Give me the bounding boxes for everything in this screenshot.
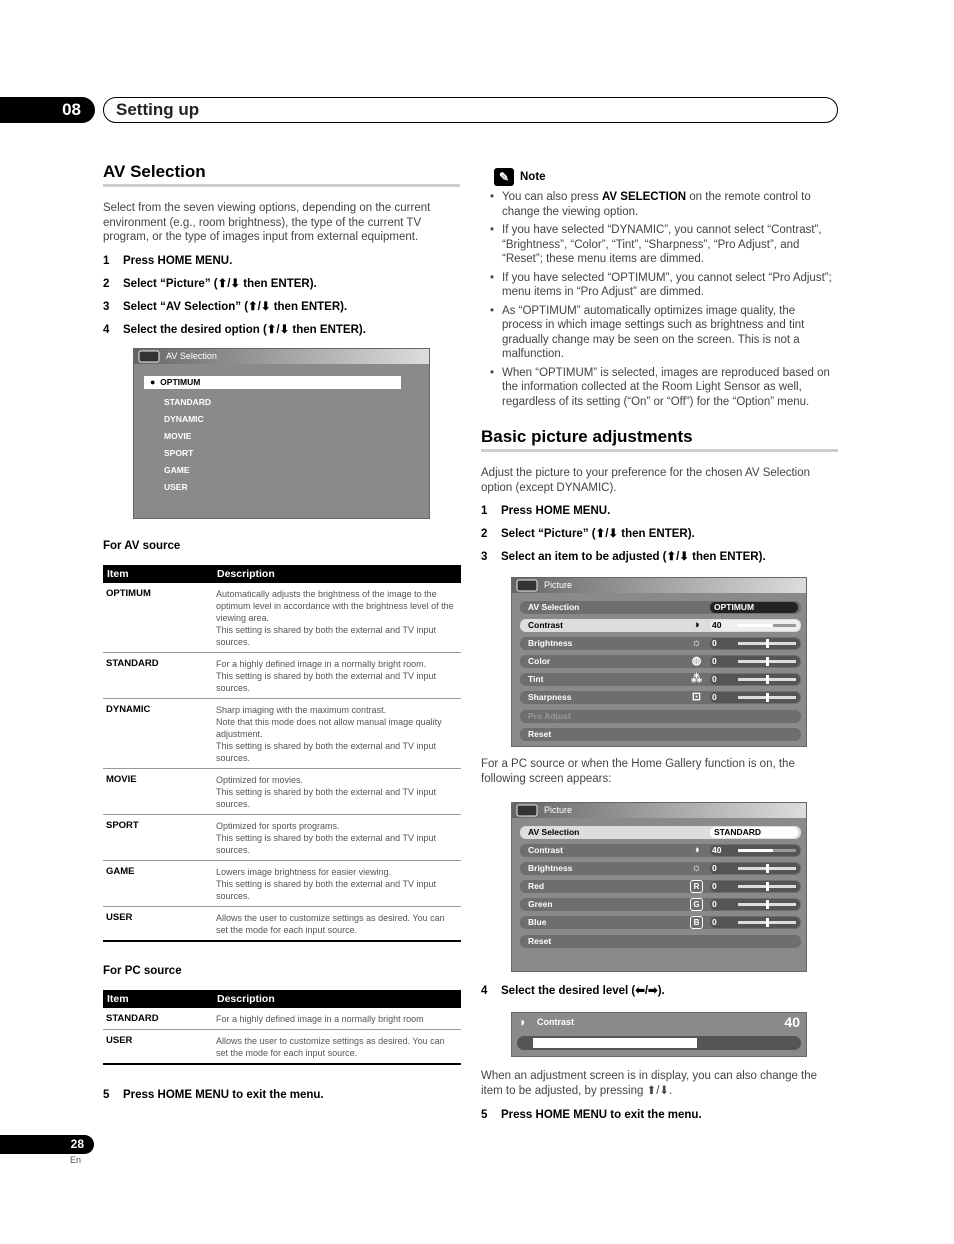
av-source-table xyxy=(103,565,461,942)
adjustment-slider[interactable] xyxy=(517,1036,801,1050)
av-value: STANDARD xyxy=(710,827,798,838)
list-item: • As “OPTIMUM” automatically optimizes image quality, the process in which image settings such as brightness and tint gradually change may be seen on the screen. This is not a malfunction. xyxy=(482,304,838,362)
tv-icon xyxy=(516,804,538,817)
screen-title-bar: Picture xyxy=(512,803,806,818)
step-5-left: 5 Press HOME MENU to exit the menu. xyxy=(103,1089,324,1101)
blue-icon: B xyxy=(690,916,703,929)
av-selection-section xyxy=(103,162,460,337)
table-row: USER Allows the user to customize settings as desired. You can set the mode for each input source. xyxy=(103,1030,461,1065)
picture-screen-av xyxy=(511,577,807,747)
section-title: Basic picture adjustments xyxy=(481,427,838,452)
list-item: • You can also press AV SELECTION on the remote control to change the viewing option. xyxy=(482,190,838,219)
table-row: STANDARD For a highly defined image in a normally bright room xyxy=(103,1008,461,1030)
red-icon: R xyxy=(690,880,703,893)
language-label: En xyxy=(70,1155,82,1165)
pc-source-table-wrap xyxy=(103,990,461,1065)
note-heading: ✎ Note xyxy=(494,168,838,186)
menu-pro-adjust: Pro Adjust xyxy=(520,710,801,723)
adjustment-value: 40 xyxy=(784,1014,800,1030)
tint-icon: ⁂ xyxy=(691,673,702,685)
av-value: OPTIMUM xyxy=(710,602,798,613)
menu-av-selection[interactable]: AV Selection STANDARD xyxy=(520,826,801,839)
list-item: • When “OPTIMUM” is selected, images are reproduced based on the information collected at the Room Light Sensor as well, regardless of its setting (“On” or “Off”) for the “Option” menu. xyxy=(482,366,838,410)
menu-brightness[interactable]: Brightness ☼ 0 xyxy=(520,637,801,650)
intro-text: Select from the seven viewing options, depending on the current environment (e.g., room brightness), the type of the current TV program, or the type of images input from external equipment. xyxy=(103,202,431,243)
av-source-table-wrap xyxy=(103,565,461,942)
table-row: MOVIE Optimized for movies. This setting is shared by both the external and TV input sources. xyxy=(103,769,461,815)
option-selected[interactable]: ● OPTIMUM xyxy=(144,376,401,389)
step-list xyxy=(103,254,460,337)
option-dynamic[interactable]: DYNAMIC xyxy=(164,414,204,424)
note-list-wrap xyxy=(482,190,838,413)
av-selection-screen xyxy=(133,348,430,519)
table-row: OPTIMUM Automatically adjusts the brightness of the image to the optimum level in accordance with the brightness level of the viewing area. This setting is shared by both the external and TV input sources. xyxy=(103,583,461,653)
note-section xyxy=(494,168,838,186)
col-item: Item xyxy=(103,565,213,583)
step-4-right: 4 Select the desired level (⬅/➡). xyxy=(481,985,665,997)
adjustment-text: When an adjustment screen is in display, you can also change the item to be adjusted, by pressing ⬆/⬇. xyxy=(481,1070,818,1097)
table-row: GAME Lowers image brightness for easier viewing. This setting is shared by both the external and TV input sources. xyxy=(103,861,461,907)
menu-av-selection[interactable]: AV Selection OPTIMUM xyxy=(520,601,801,614)
step-2: 2 Select “Picture” (⬆/⬇ then ENTER). xyxy=(481,528,695,540)
step-5-right: 5 Press HOME MENU to exit the menu. xyxy=(481,1109,702,1121)
option-movie[interactable]: MOVIE xyxy=(164,431,192,441)
option-game[interactable]: GAME xyxy=(164,465,190,475)
option-standard[interactable]: STANDARD xyxy=(164,397,212,407)
pc-source-intro: For a PC source or when the Home Gallery function is on, the following screen appears: xyxy=(481,758,795,785)
table-row: SPORT Optimized for sports programs. This setting is shared by both the external and TV input sources. xyxy=(103,815,461,861)
options-list xyxy=(144,394,429,496)
brightness-icon: ☼ xyxy=(691,637,702,649)
menu-contrast[interactable]: Contrast ◑ 40 xyxy=(520,844,801,857)
list-item: • If you have selected “DYNAMIC”, you cannot select “Contrast”, “Brightness”, “Color”, “Tint”, “Sharpness”, “Pro Adjust”, and “Reset”; these menu items are dimmed. xyxy=(482,223,838,267)
menu-brightness[interactable]: Brightness ☼ 0 xyxy=(520,862,801,875)
note-list xyxy=(482,190,838,409)
col-description: Description xyxy=(213,565,461,583)
step-3: 3 Select “AV Selection” (⬆/⬇ then ENTER). xyxy=(103,300,348,313)
chapter-number: 08 xyxy=(0,97,95,123)
pc-source-heading: For PC source xyxy=(103,965,182,977)
step-4: 4 Select the desired option (⬆/⬇ then ENTER). xyxy=(103,323,366,336)
tv-icon xyxy=(138,350,160,363)
contrast-icon: ◑ xyxy=(693,619,700,631)
sharpness-icon: ⊡ xyxy=(691,691,702,703)
pc-source-table xyxy=(103,990,461,1065)
col-item: Item xyxy=(103,990,213,1008)
page-number: 28 xyxy=(0,1135,94,1154)
option-user[interactable]: USER xyxy=(164,482,188,492)
green-icon: G xyxy=(690,898,703,911)
note-pencil-icon: ✎ xyxy=(494,168,514,186)
table-row: DYNAMIC Sharp imaging with the maximum contrast. Note that this mode does not allow manual image quality adjustment. This setting is shared by both the external and TV input sources. xyxy=(103,699,461,769)
section-title: AV Selection xyxy=(103,162,460,187)
option-sport[interactable]: SPORT xyxy=(164,448,194,458)
step-list xyxy=(481,504,838,564)
screen-title-bar xyxy=(134,349,429,364)
list-item: • If you have selected “OPTIMUM”, you cannot select “Pro Adjust”; menu items in “Pro Adjust” are dimmed. xyxy=(482,271,838,300)
menu-sharpness[interactable]: Sharpness ⊡ 0 xyxy=(520,691,801,704)
color-icon: ◍ xyxy=(691,655,702,667)
adjustment-header xyxy=(512,1013,806,1032)
brightness-icon: ☼ xyxy=(691,862,702,874)
menu-blue[interactable]: Blue B 0 xyxy=(520,916,801,929)
step-3: 3 Select an item to be adjusted (⬆/⬇ then ENTER). xyxy=(481,551,766,563)
av-source-heading: For AV source xyxy=(103,540,181,552)
basic-adjustments-section xyxy=(481,427,838,564)
contrast-icon: ◑ xyxy=(693,844,700,856)
menu-reset[interactable]: Reset xyxy=(520,728,801,741)
step-1: 1 Press HOME MENU. xyxy=(481,505,611,517)
contrast-icon: ◑ xyxy=(518,1015,526,1029)
menu-reset[interactable]: Reset xyxy=(520,935,801,948)
table-row: USER Allows the user to customize settings as desired. You can set the mode for each input source. xyxy=(103,907,461,942)
screen-title-bar: Picture xyxy=(512,578,806,593)
menu-tint[interactable]: Tint ⁂ 0 xyxy=(520,673,801,686)
screen-title: AV Selection xyxy=(166,351,217,361)
adjustment-label: Contrast xyxy=(537,1017,575,1027)
col-description: Description xyxy=(213,990,461,1008)
step-2: 2 Select “Picture” (⬆/⬇ then ENTER). xyxy=(103,277,317,290)
table-row: STANDARD For a highly defined image in a normally bright room. This setting is shared by both the external and TV input sources. xyxy=(103,653,461,699)
tv-icon xyxy=(516,579,538,592)
slider-fill xyxy=(533,1038,697,1048)
menu-red[interactable]: Red R 0 xyxy=(520,880,801,893)
menu-green[interactable]: Green G 0 xyxy=(520,898,801,911)
intro-text: Adjust the picture to your preference for the chosen AV Selection option (except DYNAMIC). xyxy=(481,467,811,494)
picture-screen-pc xyxy=(511,802,807,972)
menu-color[interactable]: Color ◍ 0 xyxy=(520,655,801,668)
adjustment-screen xyxy=(511,1012,807,1057)
chapter-title: Setting up xyxy=(103,97,838,123)
step-1: 1 Press HOME MENU. xyxy=(103,254,233,267)
menu-contrast[interactable]: Contrast ◑ 40 xyxy=(520,619,801,632)
